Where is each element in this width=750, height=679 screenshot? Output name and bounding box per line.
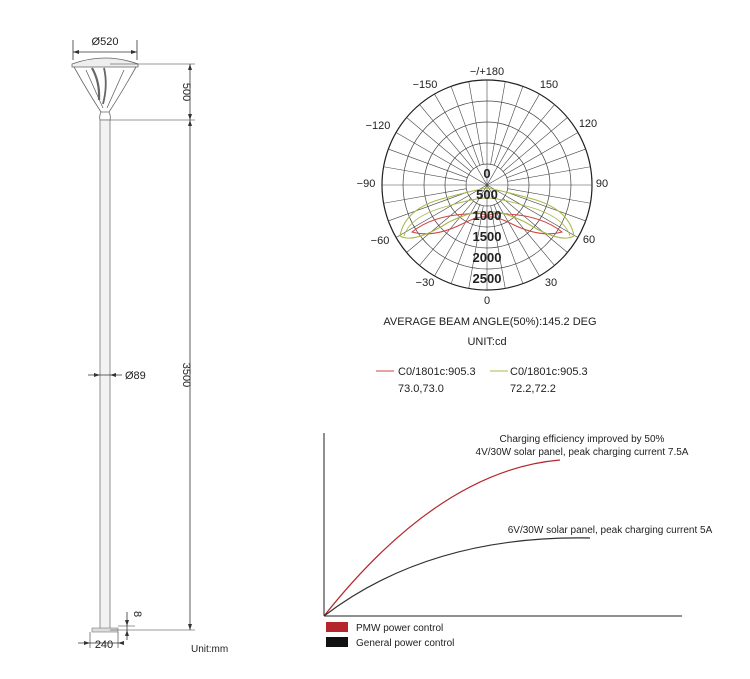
polar-chart: [357, 66, 608, 395]
radial-label: 0: [483, 166, 491, 181]
polar-spoke: [469, 82, 484, 165]
polar-spoke: [420, 105, 474, 169]
angle-label-60: 60: [582, 234, 596, 246]
radial-label: 1000: [472, 208, 502, 223]
polar-spoke: [507, 149, 586, 178]
legend-general-label: General power control: [356, 638, 455, 649]
unit-label: Unit:mm: [191, 644, 229, 655]
polar-spoke: [494, 86, 523, 165]
polar-spoke: [407, 118, 471, 172]
angle-label-neg30: −30: [415, 277, 435, 289]
polar-spoke: [500, 105, 554, 169]
radial-label: 500: [476, 187, 498, 202]
angle-label-neg60: −60: [370, 235, 390, 247]
angle-label-120: 120: [578, 118, 598, 130]
polar-spoke: [384, 167, 467, 182]
pmw-annotation-line1: Charging efficiency improved by 50%: [499, 434, 665, 445]
polar-spoke: [503, 198, 567, 252]
polar-spoke: [451, 86, 480, 165]
radial-label: 2500: [472, 271, 502, 286]
dim-top-width: Ø520: [91, 36, 119, 48]
angle-label-150: 150: [539, 79, 559, 91]
legend-label: C0/1801c:905.3: [398, 366, 476, 378]
angle-label-neg120: −120: [365, 120, 391, 132]
legend-swatch-pmw: [326, 622, 348, 632]
polar-spoke: [388, 149, 467, 178]
polar-spoke: [507, 192, 586, 221]
angle-label-90: 90: [595, 178, 609, 190]
angle-label-neg150: −150: [412, 79, 438, 91]
polar-spoke: [407, 198, 471, 252]
radial-label: 2000: [472, 250, 502, 265]
dim-base-width: 240: [94, 639, 114, 651]
pole-drawing: [72, 36, 228, 655]
polar-legend: [376, 366, 588, 395]
dim-pole-height: 3500: [180, 362, 192, 388]
pmw-annotation-line2: 4V/30W solar panel, peak charging current 7.5A: [475, 447, 689, 458]
polar-spoke: [508, 167, 591, 182]
dim-base-height: 8: [131, 610, 143, 618]
lamp-head: [72, 58, 138, 120]
legend-sub: 72.2,72.2: [510, 383, 556, 395]
polar-spoke: [388, 192, 467, 221]
charging-chart: [324, 433, 713, 649]
polar-spoke: [491, 82, 506, 165]
legend-sub: 73.0,73.0: [398, 383, 444, 395]
polar-spoke: [503, 118, 567, 172]
unit-caption: UNIT:cd: [467, 336, 507, 348]
legend-pmw-label: PMW power control: [356, 623, 444, 634]
legend-swatch-general: [326, 637, 348, 647]
angle-label-neg90: −90: [356, 178, 376, 190]
general-annotation: 6V/30W solar panel, peak charging current 5A: [507, 525, 713, 536]
curve-general: [324, 538, 590, 616]
angle-label-180: −/+180: [469, 66, 505, 78]
angle-label-30: 30: [544, 277, 558, 289]
angle-label-0: 0: [483, 295, 491, 307]
legend-label: C0/1801c:905.3: [510, 366, 588, 378]
beam-angle-caption: AVERAGE BEAM ANGLE(50%):145.2 DEG: [383, 316, 597, 328]
dim-pole-diameter: Ø89: [125, 370, 146, 382]
dim-head-height: 500: [180, 82, 192, 102]
radial-label: 1500: [472, 229, 502, 244]
